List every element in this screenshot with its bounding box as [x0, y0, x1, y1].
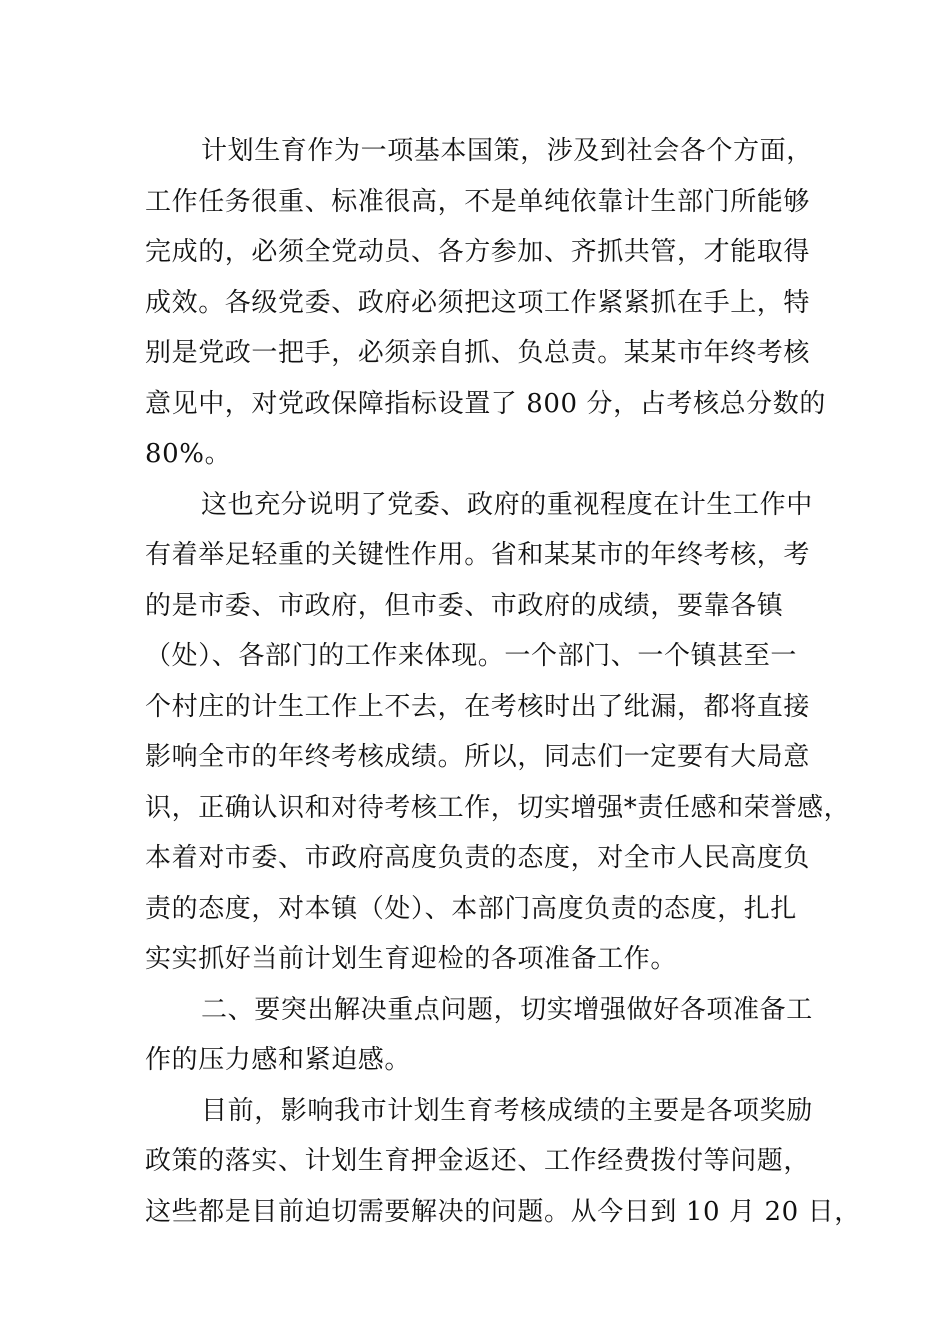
- text-line: 二、要突出解决重点问题，切实增强做好各项准备工: [201, 994, 813, 1025]
- text-line: 意见中，对党政保障指标设置了 800 分，占考核总分数的: [145, 388, 826, 419]
- text-line: 这也充分说明了党委、政府的重视程度在计生工作中: [201, 489, 813, 520]
- text-line: 本着对市委、市政府高度负责的态度，对全市人民高度负: [145, 843, 811, 873]
- text-line: 成效。各级党委、政府必须把这项工作紧紧抓在手上，特: [145, 287, 811, 318]
- text-line: 有着举足轻重的关键性作用。省和某某市的年终考核，考: [145, 540, 811, 570]
- text-line: 目前，影响我市计划生育考核成绩的主要是各项奖励: [201, 1095, 813, 1126]
- text-line: 责的态度，对本镇（处）、本部门高度负责的态度，扎扎: [145, 893, 798, 924]
- text-line: 影响全市的年终考核成绩。所以，同志们一定要有大局意: [145, 742, 811, 772]
- text-line: 作的压力感和紧迫感。: [145, 1045, 412, 1075]
- text-line: 80%。: [145, 439, 232, 469]
- text-line: 计划生育作为一项基本国策，涉及到社会各个方面，: [201, 136, 813, 166]
- text-line: 实实抓好当前计划生育迎检的各项准备工作。: [145, 944, 678, 974]
- text-line: 别是党政一把手，必须亲自抓、负总责。某某市年终考核: [145, 338, 811, 368]
- document-body: [145, 126, 861, 1237]
- text-line: 个村庄的计生工作上不去，在考核时出了纰漏，都将直接: [145, 691, 811, 722]
- text-line: 的是市委、市政府，但市委、市政府的成绩，要靠各镇: [145, 590, 784, 621]
- text-line: 工作任务很重、标准很高，不是单纯依靠计生部门所能够: [145, 186, 811, 217]
- paragraph-4: [145, 1086, 861, 1238]
- paragraph-2: [145, 480, 851, 985]
- paragraph-1: [145, 126, 826, 480]
- text-line: （处）、各部门的工作来体现。一个部门、一个镇甚至一: [145, 641, 798, 671]
- text-line: 政策的落实、计划生育押金返还、工作经费拨付等问题，: [145, 1146, 811, 1176]
- text-line: 这些都是目前迫切需要解决的问题。从今日到 10 月 20 日，: [145, 1196, 861, 1227]
- text-line: 完成的，必须全党动员、各方参加、齐抓共管，才能取得: [145, 237, 811, 267]
- text-line: 识，正确认识和对待考核工作，切实增强*责任感和荣誉感，: [145, 792, 851, 823]
- paragraph-3-heading: [145, 985, 815, 1086]
